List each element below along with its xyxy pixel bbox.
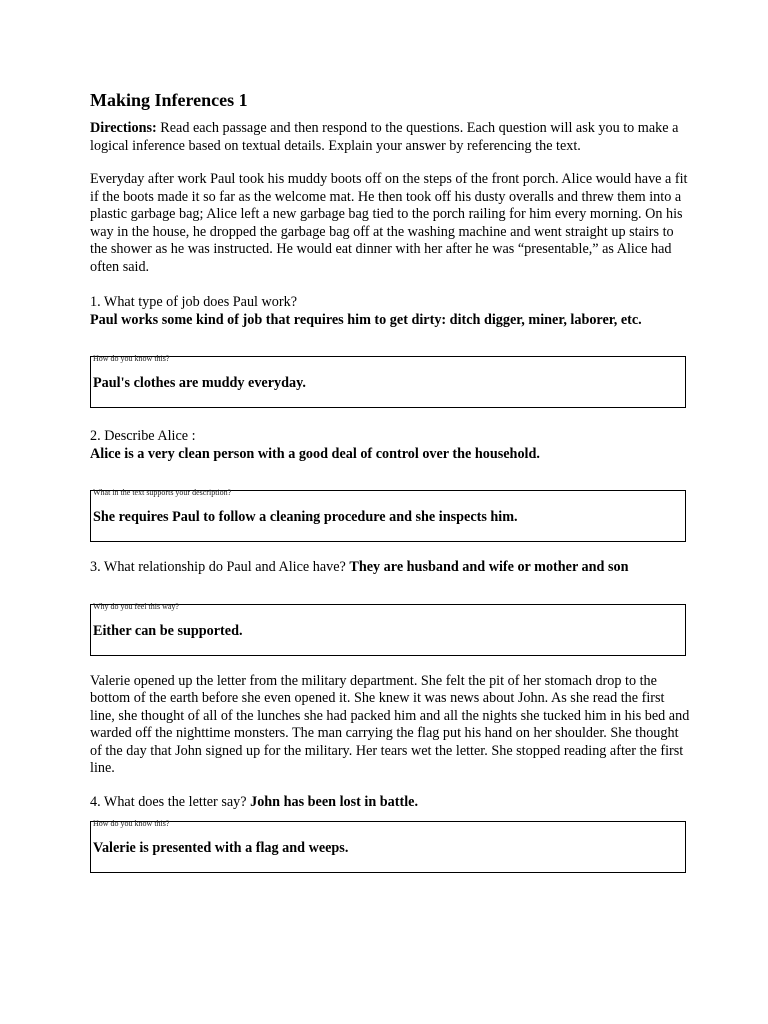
response-box-3-label: Why do you feel this way? (93, 601, 179, 611)
response-box-1[interactable] (90, 356, 686, 408)
response-box-4[interactable] (90, 821, 686, 873)
response-box-1-text: Paul's clothes are muddy everyday. (93, 375, 306, 391)
passage-valerie: Valerie opened up the letter from the military department. She felt the pit of her stomach drop to the bottom of the earth before she even opened it. She knew it was news about John. As she read the first line, she thought of all of the lunches she had packed him and all the nights she tucked him in his bed and warded off the nighttime monsters. The man carrying the flag put his hand on her shoulder. She thought of the day that John signed up for the military. Her tears wet the letter. She stopped reading after the first line. (90, 672, 690, 776)
answer-2: Alice is a very clean person with a good deal of control over the household. (90, 445, 540, 462)
worksheet-page (90, 88, 690, 873)
directions-label: Directions: (90, 120, 157, 136)
response-box-4-text: Valerie is presented with a flag and weeps. (93, 840, 349, 856)
response-box-2[interactable] (90, 490, 686, 542)
question-2: 2. Describe Alice : (90, 428, 196, 444)
question-4-text: 4. What does the letter say? (90, 793, 251, 810)
passage-paul: Everyday after work Paul took his muddy boots off on the steps of the front porch. Alice would have a fit if the boots made it so far as the welcome mat. He then took off his dusty overalls and threw them into a plastic garbage bag; Alice left a new garbage bag tied to the porch railing for him every morning. On his way in the house, he dropped the garbage bag off at the washing machine and went straight up stairs to the shower as he was instructed. He would eat dinner with her after he was “presentable,” as Alice had often said. (90, 171, 688, 275)
answer-3: They are husband and wife or mother and son (349, 559, 629, 575)
question-4 (90, 794, 690, 812)
question-1: 1. What type of job does Paul work? (90, 294, 297, 310)
response-box-2-text: She requires Paul to follow a cleaning procedure and she inspects him. (93, 509, 518, 525)
page-title: Making Inferences 1 (90, 90, 248, 110)
question-3 (90, 559, 690, 577)
response-box-4-label: How do you know this? (93, 819, 170, 828)
response-box-3-text: Either can be supported. (93, 622, 243, 639)
response-box-3[interactable] (90, 601, 686, 656)
response-box-1-label: How do you know this? (93, 354, 170, 363)
directions-text: Read each passage and then respond to the questions. Each question will ask you to make a logical inference based on textual details. Explain your answer by referencing the text. (90, 120, 679, 154)
response-box-2-label: What in the text supports your description? (93, 488, 232, 497)
directions (90, 120, 690, 155)
question-3-text: 3. What relationship do Paul and Alice have? (90, 559, 350, 575)
answer-4: John has been lost in battle. (250, 793, 419, 810)
answer-1: Paul works some kind of job that requires him to get dirty: ditch digger, miner, laborer, etc. (90, 311, 642, 328)
